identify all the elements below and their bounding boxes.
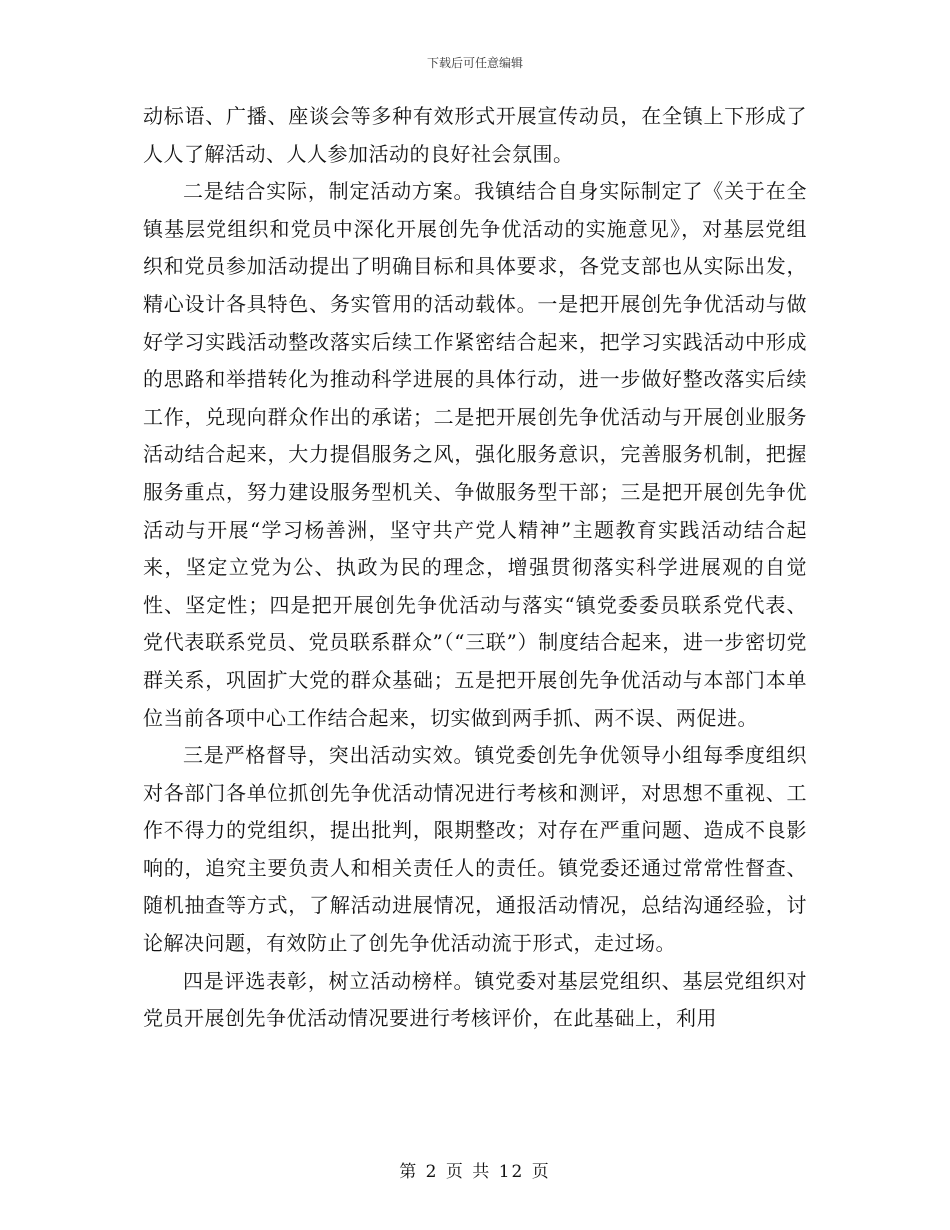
document-body (143, 98, 807, 1038)
paragraph-activity-plan: 二是结合实际，制定活动方案。我镇结合自身实际制定了《关于在全镇基层党组织和党员中深化开展创先争优活动的实施意见》，对基层党组织和党员参加活动提出了明确目标和具体要求，各党支部也从实际出发，精心设计各具特色、务实管用的活动载体。一是把开展创先争优活动与做好学习实践活动整改落实后续工作紧密结合起来，把学习实践活动中形成的思路和举措转化为推动科学进展的具体行动，进一步做好整改落实后续工作，兑现向群众作出的承诺；二是把开展创先争优活动与开展创业服务活动结合起来，大力提倡服务之风，强化服务意识，完善服务机制，把握服务重点，努力建设服务型机关、争做服务型干部；三是把开展创先争优活动与开展“学习杨善洲，坚守共产党人精神”主题教育实践活动结合起来，坚定立党为公、执政为民的理念，增强贯彻落实科学进展观的自觉性、坚定性；四是把开展创先争优活动与落实“镇党委委员联系党代表、党代表联系党员、党员联系群众”（“三联”）制度结合起来，进一步密切党群关系，巩固扩大党的群众基础；五是把开展创先争优活动与本部门本单位当前各项中心工作结合起来，切实做到两手抓、两不误、两促进。 (143, 179, 807, 730)
paragraph-continuation: 动标语、广播、座谈会等多种有效形式开展宣传动员，在全镇上下形成了人人了解活动、人人参加活动的良好社会氛围。 (143, 104, 807, 166)
paragraph-commendation: 四是评选表彰，树立活动榜样。镇党委对基层党组织、基层党组织对党员开展创先争优活动情况要进行考核评价，在此基础上，利用 (143, 968, 807, 1031)
page-header: 下载后可任意编辑 (426, 56, 523, 70)
paragraph-supervision: 三是严格督导，突出活动实效。镇党委创先争优领导小组每季度组织对各部门各单位抓创先争优活动情况进行考核和测评，对思想不重视、工作不得力的党组织，提出批判，限期整改；对存在严重问题、造成不良影响的，追究主要负责人和相关责任人的责任。镇党委还通过常常性督查、随机抽查等方式，了解活动进展情况，通报活动情况，总结沟通经验，讨论解决问题，有效防止了创先争优活动流于形式，走过场。 (143, 743, 807, 956)
page-footer: 第 2 页 共 12 页 (399, 1162, 551, 1182)
